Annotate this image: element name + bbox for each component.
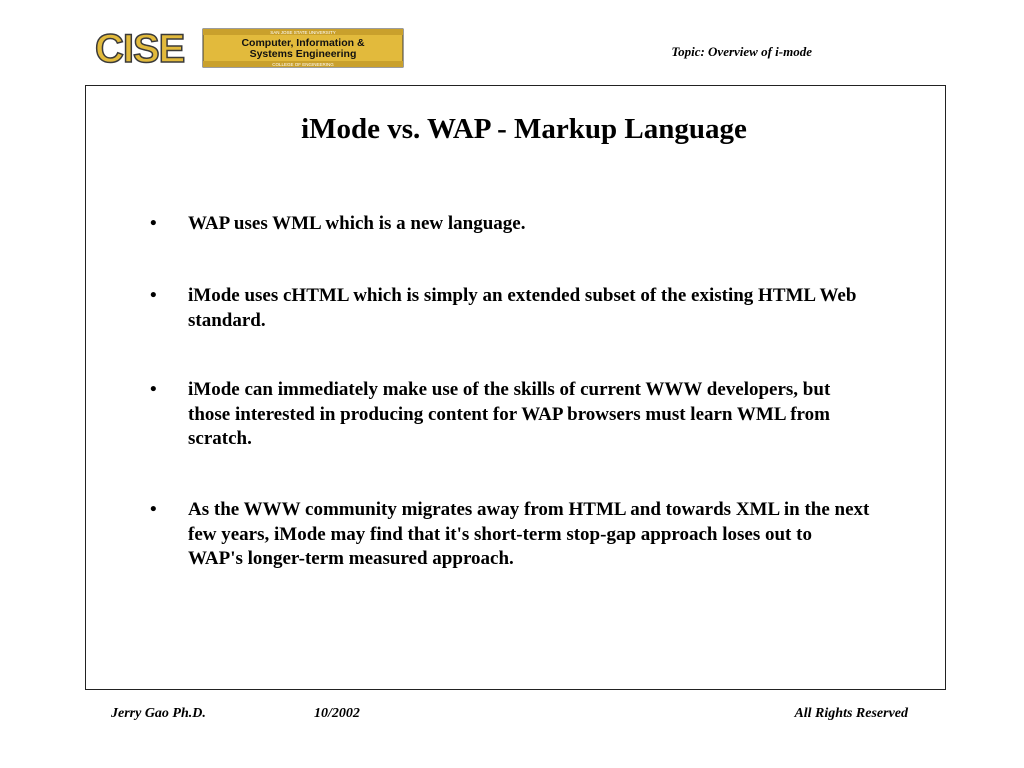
- topic-label: Topic: Overview of i-mode: [671, 44, 812, 59]
- bullet-item: [150, 378, 870, 452]
- footer-rights: All Rights Reserved: [794, 706, 908, 721]
- footer-date: 10/2002: [314, 706, 360, 721]
- svg-text:Computer, Information &: Computer, Information &: [241, 37, 365, 49]
- bullet-item: [150, 284, 870, 333]
- bullet-item: [150, 498, 870, 572]
- bullet-dot: •: [150, 285, 157, 306]
- cise-logo: [93, 27, 405, 69]
- bullet-dot: •: [150, 379, 157, 400]
- svg-text:SAN JOSE STATE UNIVERSITY: SAN JOSE STATE UNIVERSITY: [270, 30, 336, 35]
- bullet-item: [150, 212, 870, 237]
- bullet-dot: •: [150, 213, 157, 234]
- svg-text:COLLEGE OF ENGINEERING: COLLEGE OF ENGINEERING: [272, 62, 334, 67]
- slide-title: iMode vs. WAP - Markup Language: [301, 113, 747, 145]
- bullet-text: WAP uses WML which is a new language.: [188, 213, 526, 234]
- bullet-dot: •: [150, 499, 157, 520]
- footer-author: Jerry Gao Ph.D.: [111, 706, 206, 721]
- bullet-text: iMode uses cHTML which is simply an extended subset of the existing HTML Web standard.: [188, 285, 857, 331]
- svg-text:Systems Engineering: Systems Engineering: [249, 48, 357, 60]
- bullet-text: As the WWW community migrates away from HTML and towards XML in the next few years, iMode may find that it's short-term stop-gap approach loses out to WAP's longer-term measured approach.: [188, 499, 870, 569]
- bullet-text: iMode can immediately make use of the skills of current WWW developers, but those interested in producing content for WAP browsers must learn WML from scratch.: [188, 379, 831, 449]
- svg-text:CISE: CISE: [95, 27, 185, 69]
